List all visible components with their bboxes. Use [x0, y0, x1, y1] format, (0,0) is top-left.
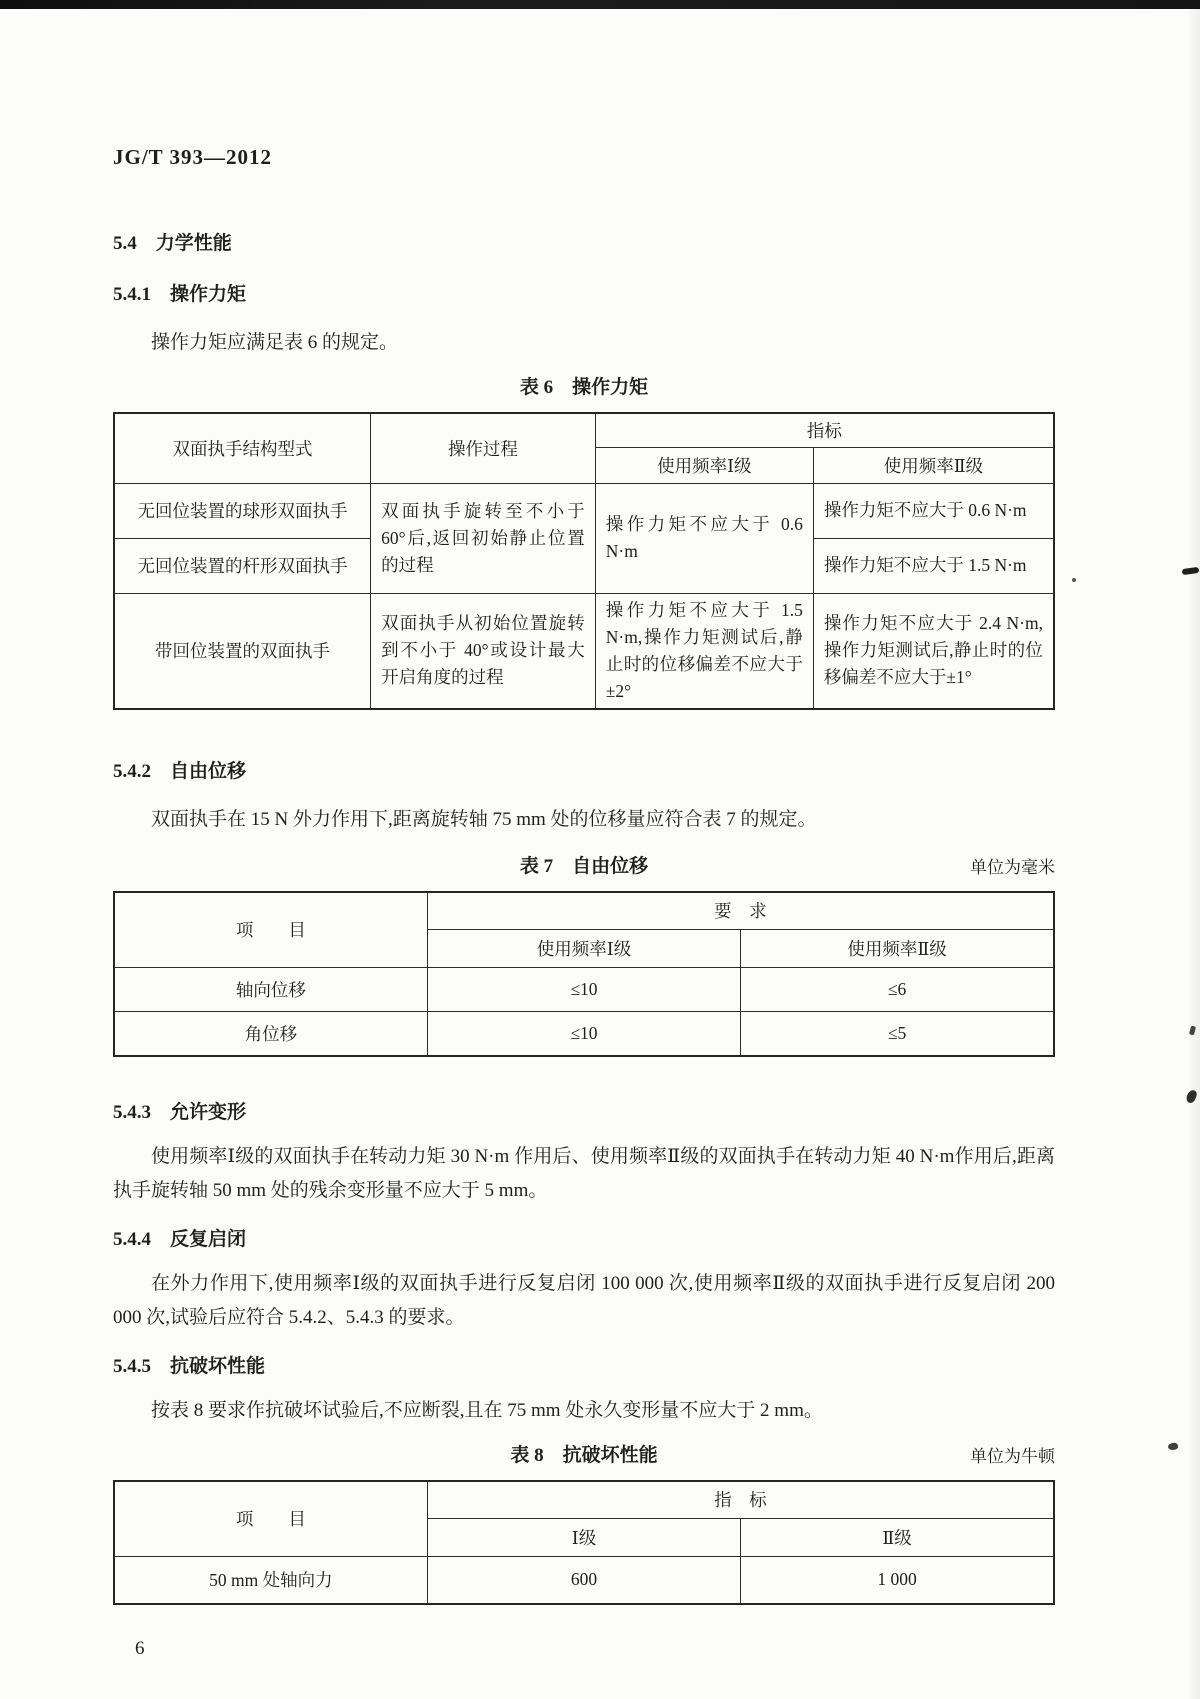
- section-heading-5-4-1: 5.4.1 操作力矩: [113, 284, 247, 305]
- table7-caption: 表 7 自由位移: [519, 855, 649, 877]
- table6-row1-freq2: 操作力矩不应大于 0.6 N·m: [813, 483, 1054, 538]
- table7-row1-item: 轴向位移: [114, 968, 427, 1012]
- paragraph-5-4-1: 操作力矩应满足表 6 的规定。: [151, 332, 399, 353]
- page-number: 6: [135, 1638, 145, 1659]
- table7-row2-item: 角位移: [114, 1012, 427, 1056]
- table-row: [114, 1557, 1054, 1604]
- section-heading-5-4: 5.4 力学性能: [113, 233, 232, 254]
- table8-header-grade1: Ⅰ级: [427, 1519, 740, 1557]
- scan-artifact: [1167, 1442, 1178, 1451]
- table7-row1-freq1: ≤10: [427, 968, 740, 1012]
- paragraph-5-4-4: 在外力作用下,使用频率Ⅰ级的双面执手进行反复启闭 100 000 次,使用频率Ⅱ级的双面执手进行反复启闭 200 000 次,试验后应符合 5.4.2、5.4.3 的要求。: [113, 1272, 1055, 1328]
- table7-header-freq1: 使用频率Ⅰ级: [427, 930, 740, 968]
- section-heading-5-4-3: 5.4.3 允许变形: [113, 1101, 247, 1123]
- table7-caption-row: [113, 853, 1055, 881]
- table7-unit-note: 单位为毫米: [970, 857, 1055, 877]
- scan-edge-shade: [1186, 0, 1200, 1699]
- table8-header-grade2: Ⅱ级: [741, 1519, 1054, 1557]
- table6-row3-freq2: 操作力矩不应大于 2.4 N·m,操作力矩测试后,静止时的位移偏差不应大于±1°: [813, 593, 1054, 709]
- table8-row1-grade2: 1 000: [741, 1557, 1054, 1604]
- paragraph-5-4-3: 使用频率Ⅰ级的双面执手在转动力矩 30 N·m 作用后、使用频率Ⅱ级的双面执手在转动力矩 40 N·m作用后,距离执手旋转轴 50 mm 处的残余变形量不应大于 5 mm。: [113, 1145, 1055, 1201]
- table8-row1-grade1: 600: [427, 1557, 740, 1604]
- table6-row3-structure: 带回位装置的双面执手: [114, 593, 371, 709]
- table8-caption: 表 8 抗破坏性能: [510, 1444, 658, 1466]
- section-heading-5-4-5: 5.4.5 抗破坏性能: [113, 1355, 266, 1377]
- table8-caption-row: [113, 1442, 1055, 1470]
- table-row: [114, 968, 1054, 1012]
- table8-row1-item: 50 mm 处轴向力: [114, 1557, 427, 1604]
- table6-operating-torque: [113, 412, 1055, 710]
- table6-caption: 表 6 操作力矩: [519, 377, 649, 398]
- standard-code: JG/T 393—2012: [113, 145, 273, 169]
- table6-header-process: 操作过程: [371, 413, 596, 483]
- table7-row1-freq2: ≤6: [741, 968, 1054, 1012]
- table6-caption-row: [113, 374, 1055, 402]
- page-content: [113, 0, 1055, 1605]
- table6-row1-process: 双面执手旋转至不小于 60°后,返回初始静止位置的过程: [371, 483, 596, 593]
- paragraph-5-4-5: 按表 8 要求作抗破坏试验后,不应断裂,且在 75 mm 处永久变形量不应大于 2 mm。: [151, 1399, 823, 1421]
- table6-row3-freq1: 操作力矩不应大于 1.5 N·m,操作力矩测试后,静止时的位移偏差不应大于±2°: [595, 593, 813, 709]
- paragraph-5-4-2: 双面执手在 15 N 外力作用下,距离旋转轴 75 mm 处的位移量应符合表 7 的规定。: [151, 808, 817, 830]
- table6-row2-structure: 无回位装置的杆形双面执手: [114, 538, 371, 593]
- table7-header-requirement: 要 求: [427, 892, 1054, 930]
- table7-row2-freq1: ≤10: [427, 1012, 740, 1056]
- table7-header-item: 项 目: [114, 892, 427, 968]
- table8-header-item: 项 目: [114, 1481, 427, 1557]
- table6-row3-process: 双面执手从初始位置旋转到不小于 40°或设计最大开启角度的过程: [371, 593, 596, 709]
- table6-row1-freq1: 操作力矩不应大于 0.6 N·m: [595, 483, 813, 593]
- table7-header-freq2: 使用频率Ⅱ级: [741, 930, 1054, 968]
- table6-header-structure: 双面执手结构型式: [114, 413, 371, 483]
- table6-row1-structure: 无回位装置的球形双面执手: [114, 483, 371, 538]
- table8-break-resistance: [113, 1480, 1055, 1605]
- table6-header-freq1: 使用频率Ⅰ级: [595, 447, 813, 483]
- section-heading-5-4-2: 5.4.2 自由位移: [113, 760, 247, 782]
- table7-free-displacement: [113, 891, 1055, 1057]
- table6-row2-freq2: 操作力矩不应大于 1.5 N·m: [813, 538, 1054, 593]
- table8-unit-note: 单位为牛顿: [970, 1446, 1055, 1466]
- table7-row2-freq2: ≤5: [741, 1012, 1054, 1056]
- section-heading-5-4-4: 5.4.4 反复启闭: [113, 1228, 247, 1250]
- table8-header-index: 指 标: [427, 1481, 1054, 1519]
- scan-artifact: [1072, 578, 1076, 582]
- table6-header-freq2: 使用频率Ⅱ级: [813, 447, 1054, 483]
- table6-header-index: 指标: [595, 413, 1054, 447]
- table-row: [114, 1012, 1054, 1056]
